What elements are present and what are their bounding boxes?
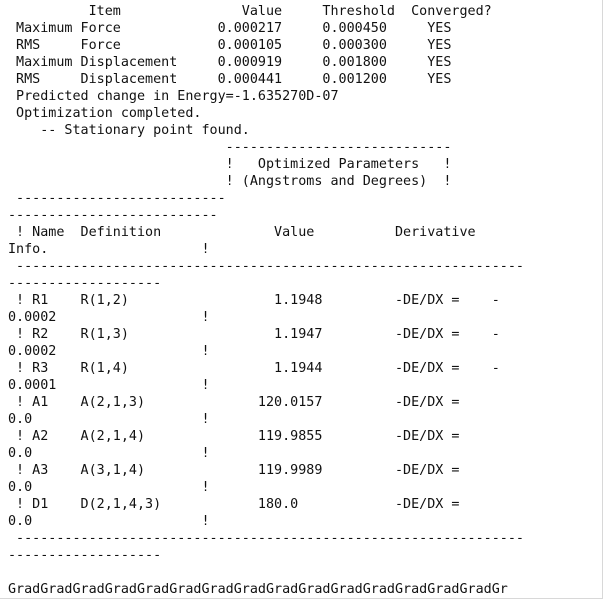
params-box-title: ! Optimized Parameters ! <box>8 157 452 172</box>
parameter-row: ! R3 R(1,4) 1.1944 -DE/DX = - <box>8 361 500 376</box>
parameter-row-cont: 0.0002 ! <box>8 310 210 325</box>
optimization-completed: Optimization completed. <box>8 106 202 121</box>
convergence-row: Maximum Displacement 0.000919 0.001800 YES <box>8 55 452 70</box>
parameter-row: ! A3 A(3,1,4) 119.9989 -DE/DX = <box>8 463 460 478</box>
separator-rule: ------------------- <box>8 548 162 563</box>
separator-rule: -------------------------- <box>8 208 218 223</box>
params-box-top-rule: ---------------------------- <box>8 140 452 155</box>
grad-footer-line: GradGradGradGradGradGradGradGradGradGradGradGradGradGradGradGr <box>8 582 508 597</box>
stationary-point-line: -- Stationary point found. <box>8 123 250 138</box>
table-header: Info. ! <box>8 242 210 257</box>
separator-rule: --------------------------------------------------------------- <box>8 259 524 274</box>
parameter-row-cont: 0.0 ! <box>8 412 210 427</box>
separator-rule: -------------------------- <box>8 191 226 206</box>
parameter-row-cont: 0.0 ! <box>8 514 210 529</box>
table-header: ! Name Definition Value Derivative <box>8 225 476 240</box>
parameter-row: ! R1 R(1,2) 1.1948 -DE/DX = - <box>8 293 500 308</box>
params-box-units: ! (Angstroms and Degrees) ! <box>8 174 452 189</box>
parameter-row-cont: 0.0 ! <box>8 446 210 461</box>
parameter-row: ! R2 R(1,3) 1.1947 -DE/DX = - <box>8 327 500 342</box>
parameter-row: ! A1 A(2,1,3) 120.0157 -DE/DX = <box>8 395 460 410</box>
convergence-row: Maximum Force 0.000217 0.000450 YES <box>8 21 452 36</box>
convergence-row: RMS Displacement 0.000441 0.001200 YES <box>8 72 452 87</box>
parameter-row: ! D1 D(2,1,4,3) 180.0 -DE/DX = <box>8 497 460 512</box>
convergence-header: Item Value Threshold Converged? <box>8 4 492 19</box>
energy-change-line: Predicted change in Energy=-1.635270D-07 <box>8 89 339 104</box>
parameter-row-cont: 0.0002 ! <box>8 344 210 359</box>
convergence-row: RMS Force 0.000105 0.000300 YES <box>8 38 452 53</box>
parameter-row-cont: 0.0001 ! <box>8 378 210 393</box>
separator-rule: --------------------------------------------------------------- <box>8 531 524 546</box>
parameter-row-cont: 0.0 ! <box>8 480 210 495</box>
separator-rule: ------------------- <box>8 276 162 291</box>
parameter-row: ! A2 A(2,1,4) 119.9855 -DE/DX = <box>8 429 460 444</box>
